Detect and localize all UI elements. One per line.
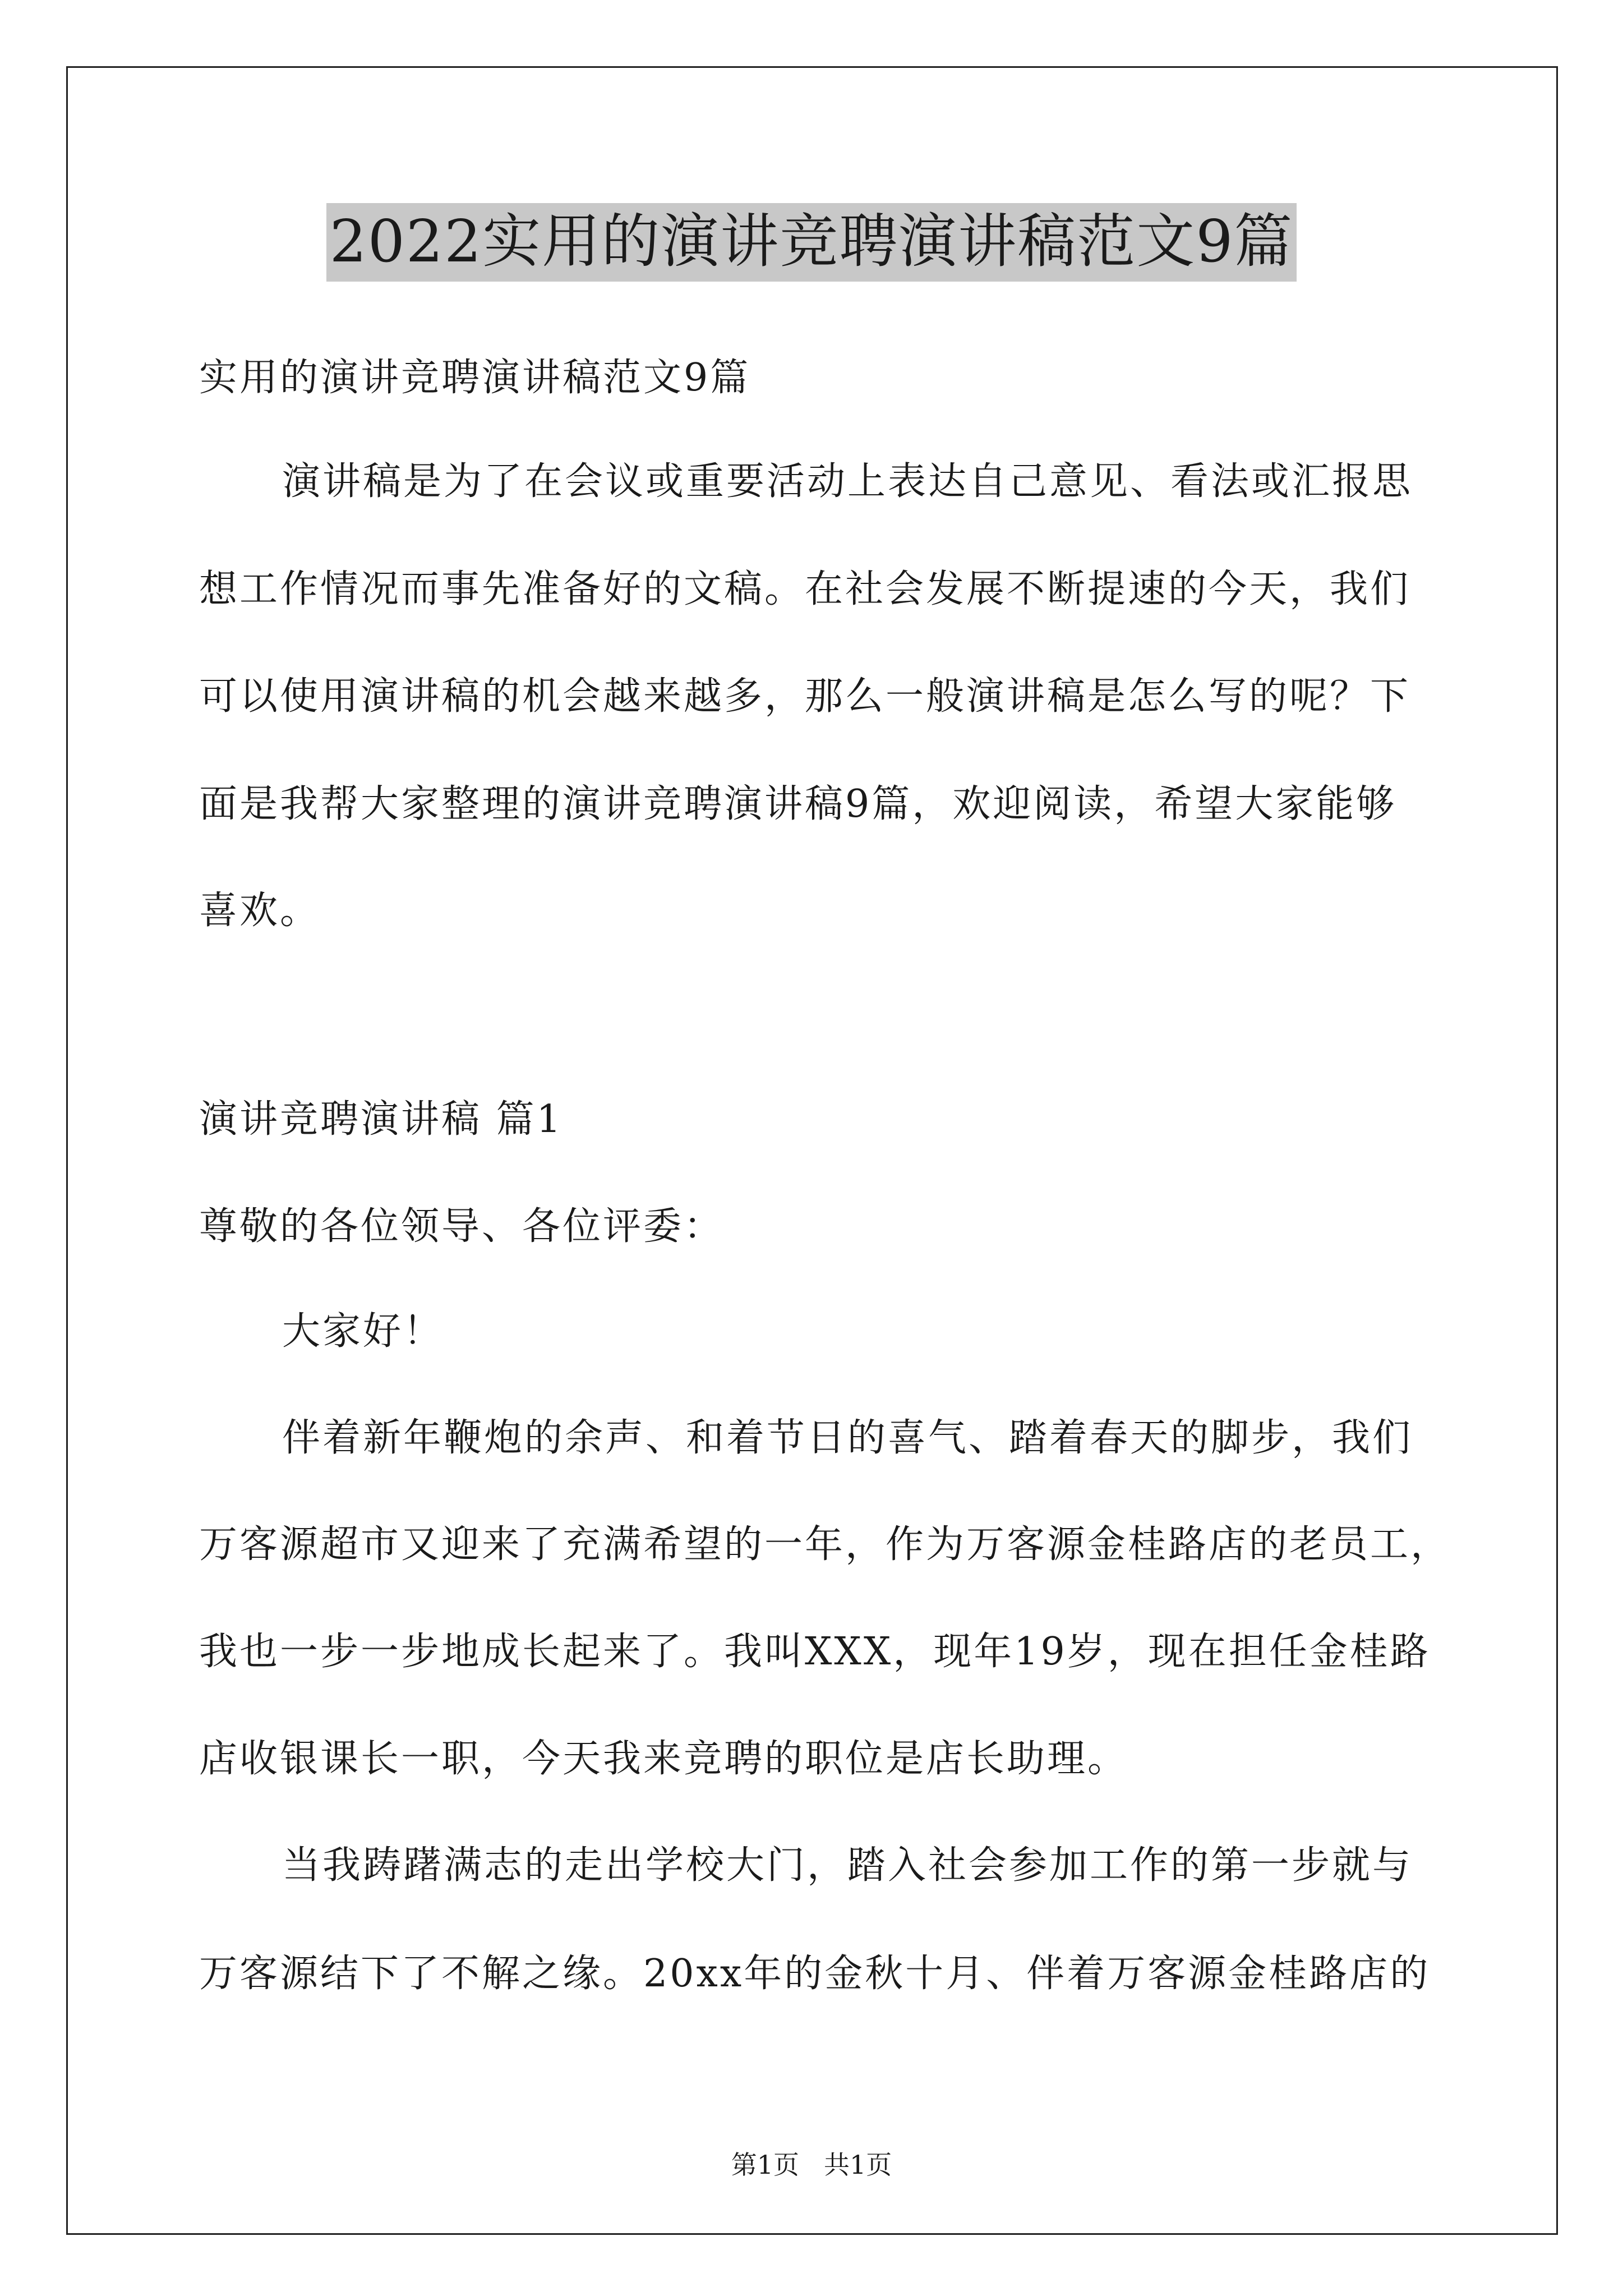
intro-paragraph-line-3: 可以使用演讲稿的机会越来越多，那么一般演讲稿是怎么写的呢？下 — [199, 674, 1411, 719]
greeting-line: 大家好！ — [282, 1309, 444, 1354]
body-paragraph-line-6: 万客源结下了不解之缘。20xx年的金秋十月、伴着万客源金桂路店的 — [199, 1952, 1431, 1996]
document-title — [0, 203, 1623, 282]
intro-paragraph-line-4: 面是我帮大家整理的演讲竞聘演讲稿9篇，欢迎阅读，希望大家能够 — [199, 782, 1397, 826]
salutation-line: 尊敬的各位领导、各位评委： — [199, 1204, 725, 1249]
body-paragraph-line-3: 我也一步一步地成长起来了。我叫XXX，现年19岁，现在担任金桂路 — [199, 1630, 1431, 1674]
intro-paragraph-line-1: 演讲稿是为了在会议或重要活动上表达自己意见、看法或汇报思 — [282, 459, 1413, 504]
section-heading: 演讲竞聘演讲稿 篇1 — [199, 1097, 563, 1142]
intro-paragraph-line-2: 想工作情况而事先准备好的文稿。在社会发展不断提速的今天，我们 — [199, 567, 1411, 611]
body-paragraph-line-4: 店收银课长一职，今天我来竞聘的职位是店长助理。 — [199, 1737, 1128, 1781]
intro-paragraph-line-5: 喜欢。 — [199, 889, 321, 933]
subtitle-line: 实用的演讲竞聘演讲稿范文9篇 — [199, 356, 751, 400]
body-paragraph-line-1: 伴着新年鞭炮的余声、和着节日的喜气、踏着春天的脚步，我们 — [282, 1416, 1413, 1460]
page-total: 共1页 — [824, 2150, 892, 2180]
page-number: 第1页 — [731, 2150, 799, 2180]
page-footer — [0, 2152, 1623, 2178]
body-paragraph-line-2: 万客源超市又迎来了充满希望的一年，作为万客源金桂路店的老员工， — [199, 1522, 1451, 1567]
document-title-text: 2022实用的演讲竞聘演讲稿范文9篇 — [326, 203, 1297, 282]
body-paragraph-line-5: 当我踌躇满志的走出学校大门，踏入社会参加工作的第一步就与 — [282, 1843, 1413, 1888]
